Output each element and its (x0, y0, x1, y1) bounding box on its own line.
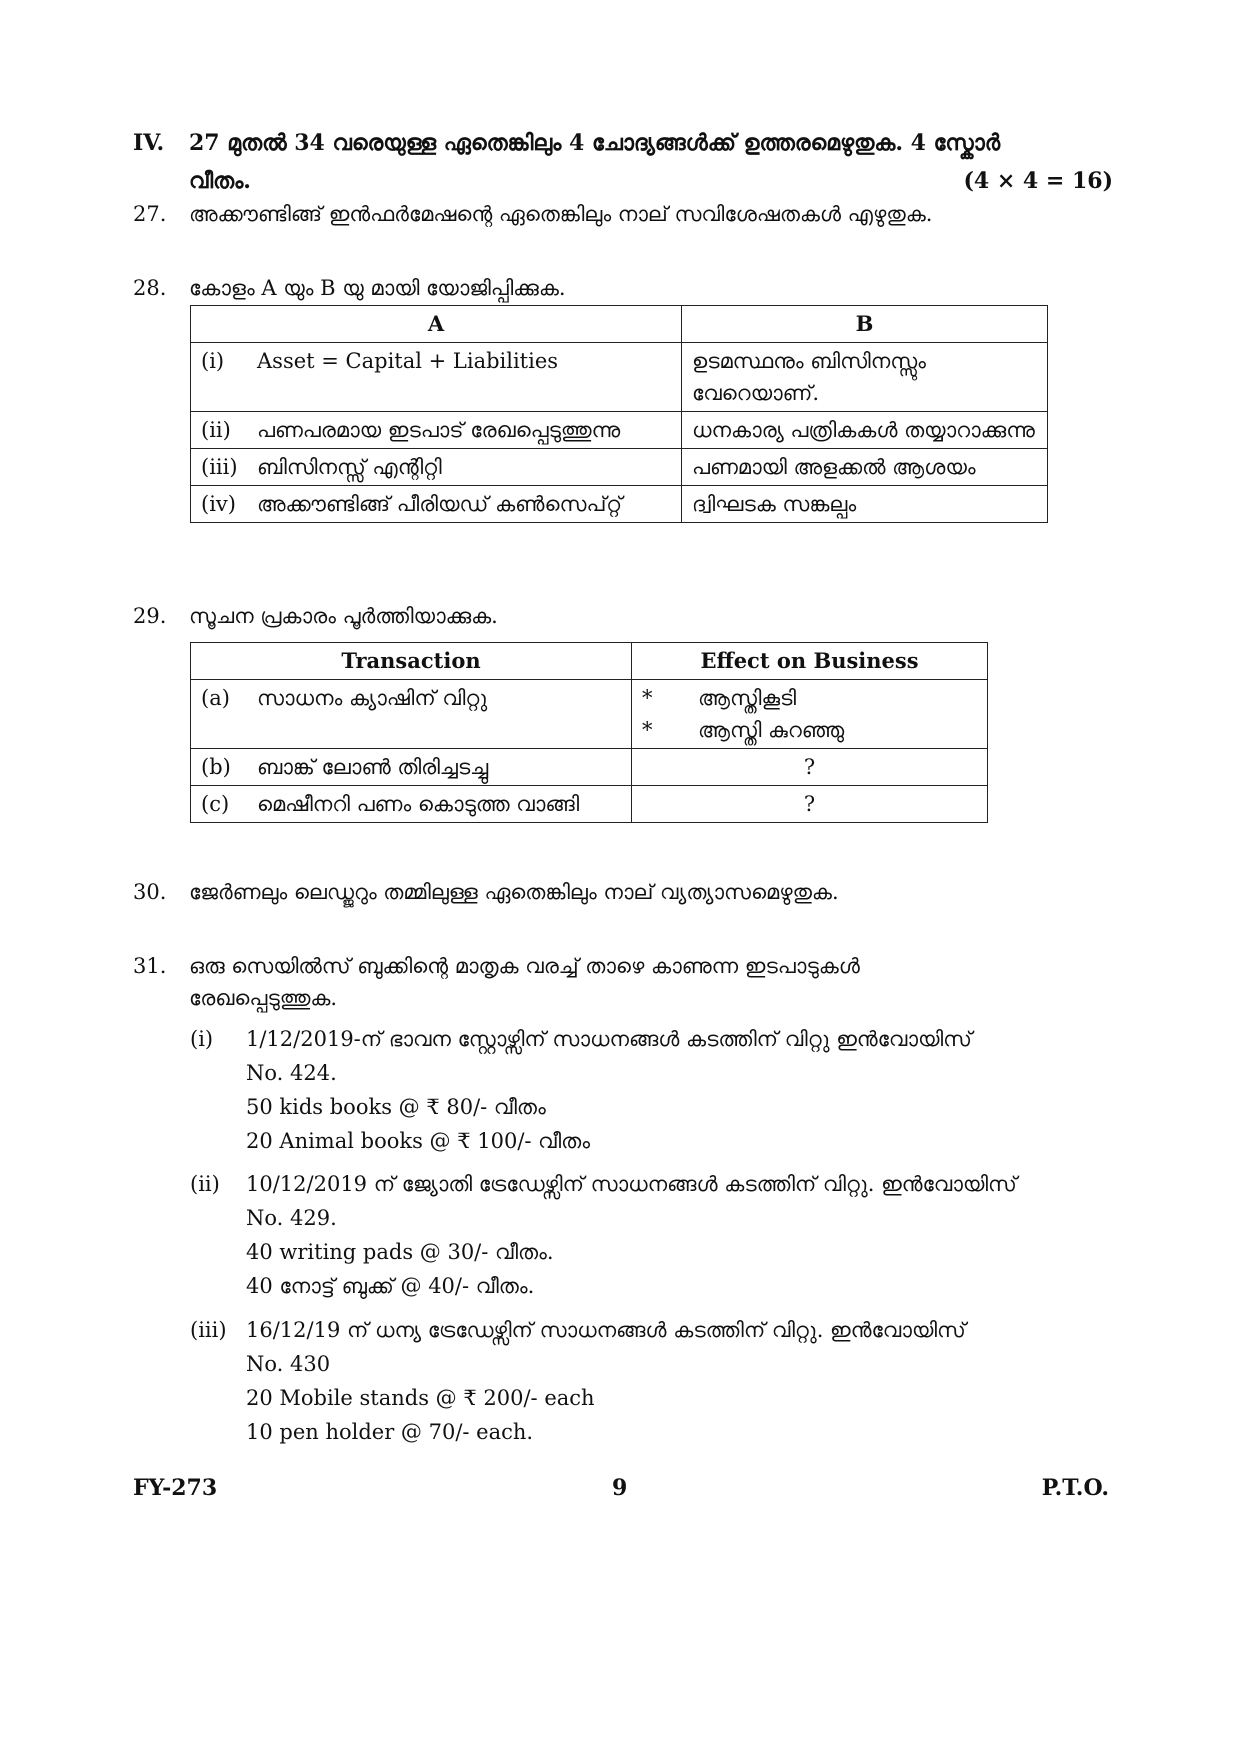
section-instruction-line2: വീതം. (189, 168, 251, 194)
footer-pto: P.T.O. (1041, 1475, 1109, 1501)
column-header-effect: Effect on Business (632, 643, 988, 680)
cell-effect: ? (632, 749, 988, 786)
cell-effect-option: ആസ്തികൂടി (698, 686, 797, 710)
question-text-line1: ഒരു സെയിൽസ് ബുക്കിന്റെ മാതൃക വരച്ച് താഴെ കാണുന്ന ഇടപാടുകൾ (189, 954, 860, 978)
item-line: No. 424. (246, 1061, 337, 1085)
cell-effect: ? (632, 786, 988, 823)
question-30 (133, 876, 839, 908)
transaction-table (190, 642, 988, 823)
section-number: IV. (133, 130, 165, 156)
table-row (191, 449, 1048, 486)
transaction-item (190, 1167, 1090, 1307)
row-number: (iii) (201, 455, 238, 479)
cell-b: ധനകാര്യ പത്രികകൾ തയ്യാറാക്കുന്നു (682, 412, 1048, 449)
column-header-b: B (682, 306, 1048, 343)
table-row (191, 749, 988, 786)
item-line: 40 writing pads @ 30/- വീതം. (246, 1240, 554, 1264)
table-row (191, 343, 1048, 412)
cell-transaction: സാധനം ക്യാഷിന് വിറ്റു (257, 686, 488, 710)
cell-transaction: മെഷീനറി പണം കൊടുത്ത വാങ്ങി (257, 792, 580, 816)
question-number: 28. (133, 276, 167, 300)
item-line: No. 429. (246, 1206, 337, 1230)
question-number: 31. (133, 954, 167, 978)
item-number: (i) (190, 1027, 214, 1051)
row-number: (a) (201, 686, 230, 710)
row-number: (c) (201, 792, 230, 816)
cell-a: Asset = Capital + Liabilities (257, 349, 559, 373)
bullet-star: * (642, 718, 653, 742)
item-number: (ii) (190, 1172, 220, 1196)
transaction-item (190, 1022, 1090, 1162)
question-text: കോളം A യും B യു മായി യോജിപ്പിക്കുക. (189, 276, 566, 300)
item-line: 40 നോട്ട് ബുക്ക് @ 40/- വീതം. (246, 1274, 535, 1298)
question-text: ജേർണലും ലെഡ്ജറും തമ്മിലുള്ള ഏതെങ്കിലും നാല് വ്യത്യാസമെഴുതുക. (189, 880, 839, 904)
match-table (190, 305, 1048, 523)
question-number: 30. (133, 880, 167, 904)
item-line: 20 Mobile stands @ ₹ 200/- each (246, 1386, 595, 1410)
table-row (191, 680, 988, 749)
question-text-line2: രേഖപ്പെടുത്തുക. (189, 986, 338, 1010)
item-line: No. 430 (246, 1352, 331, 1376)
cell-b: ദ്വിഘടക സങ്കല്പം (682, 486, 1048, 523)
cell-transaction: ബാങ്ക് ലോൺ തിരിച്ചടച്ചു (257, 755, 489, 779)
item-line: 10 pen holder @ 70/- each. (246, 1420, 534, 1444)
item-line: 50 kids books @ ₹ 80/- വീതം (246, 1095, 546, 1119)
cell-a: പണപരമായ ഇടപാട് രേഖപ്പെടുത്തുന്നു (257, 418, 621, 442)
table-row (191, 486, 1048, 523)
question-number: 27. (133, 202, 167, 226)
question-31 (133, 950, 1063, 1014)
table-row (191, 412, 1048, 449)
question-text: സൂചന പ്രകാരം പൂർത്തിയാക്കുക. (189, 604, 498, 628)
column-header-transaction: Transaction (191, 643, 632, 680)
section-heading (133, 124, 1113, 200)
section-instruction-line1: 27 മുതൽ 34 വരെയുള്ള ഏതെങ്കിലും 4 ചോദ്യങ്ങൾക്ക് ഉത്തരമെഴുതുക. 4 സ്കോർ (189, 130, 1001, 156)
bullet-star: * (642, 686, 653, 710)
row-number: (iv) (201, 492, 236, 516)
question-text: അക്കൗണ്ടിങ്ങ് ഇൻഫർമേഷന്റെ ഏതെങ്കിലും നാല് സവിശേഷതകൾ എഴുതുക. (189, 202, 933, 226)
table-row (191, 786, 988, 823)
row-number: (b) (201, 755, 231, 779)
cell-b: പണമായി അളക്കൽ ആശയം (682, 449, 1048, 486)
question-29 (133, 600, 498, 632)
question-28 (133, 272, 566, 304)
cell-a: ബിസിനസ്സ് എന്റിറ്റി (257, 455, 442, 479)
column-header-a: A (191, 306, 682, 343)
item-number: (iii) (190, 1318, 227, 1342)
cell-effect-option: ആസ്തി കുറഞ്ഞു (698, 718, 845, 742)
cell-b: ഉടമസ്ഥനും ബിസിനസ്സും വേറെയാണ്. (682, 343, 1048, 412)
row-number: (ii) (201, 418, 231, 442)
item-line: 20 Animal books @ ₹ 100/- വീതം (246, 1129, 591, 1153)
footer-code: FY-273 (133, 1475, 218, 1501)
transaction-item (190, 1313, 1090, 1453)
section-marks: (4 × 4 = 16) (963, 168, 1113, 194)
footer-page-number: 9 (612, 1475, 628, 1501)
question-number: 29. (133, 604, 167, 628)
question-27 (133, 198, 932, 230)
cell-a: അക്കൗണ്ടിങ്ങ് പീരിയഡ് കൺസെപ്റ്റ് (257, 492, 623, 516)
item-line: 16/12/19 ന് ധന്യ ട്രേഡേഴ്സിന് സാധനങ്ങൾ കടത്തിന് വിറ്റു. ഇൻവോയിസ് (246, 1318, 966, 1342)
item-line: 10/12/2019 ന് ജ്യോതി ട്രേഡേഴ്സിന് സാധനങ്ങൾ കടത്തിന് വിറ്റു. ഇൻവോയിസ് (246, 1172, 1017, 1196)
row-number: (i) (201, 349, 225, 373)
item-line: 1/12/2019-ന് ഭാവന സ്റ്റോഴ്സിന് സാധനങ്ങൾ കടത്തിന് വിറ്റു ഇൻവോയിസ് (246, 1027, 972, 1051)
